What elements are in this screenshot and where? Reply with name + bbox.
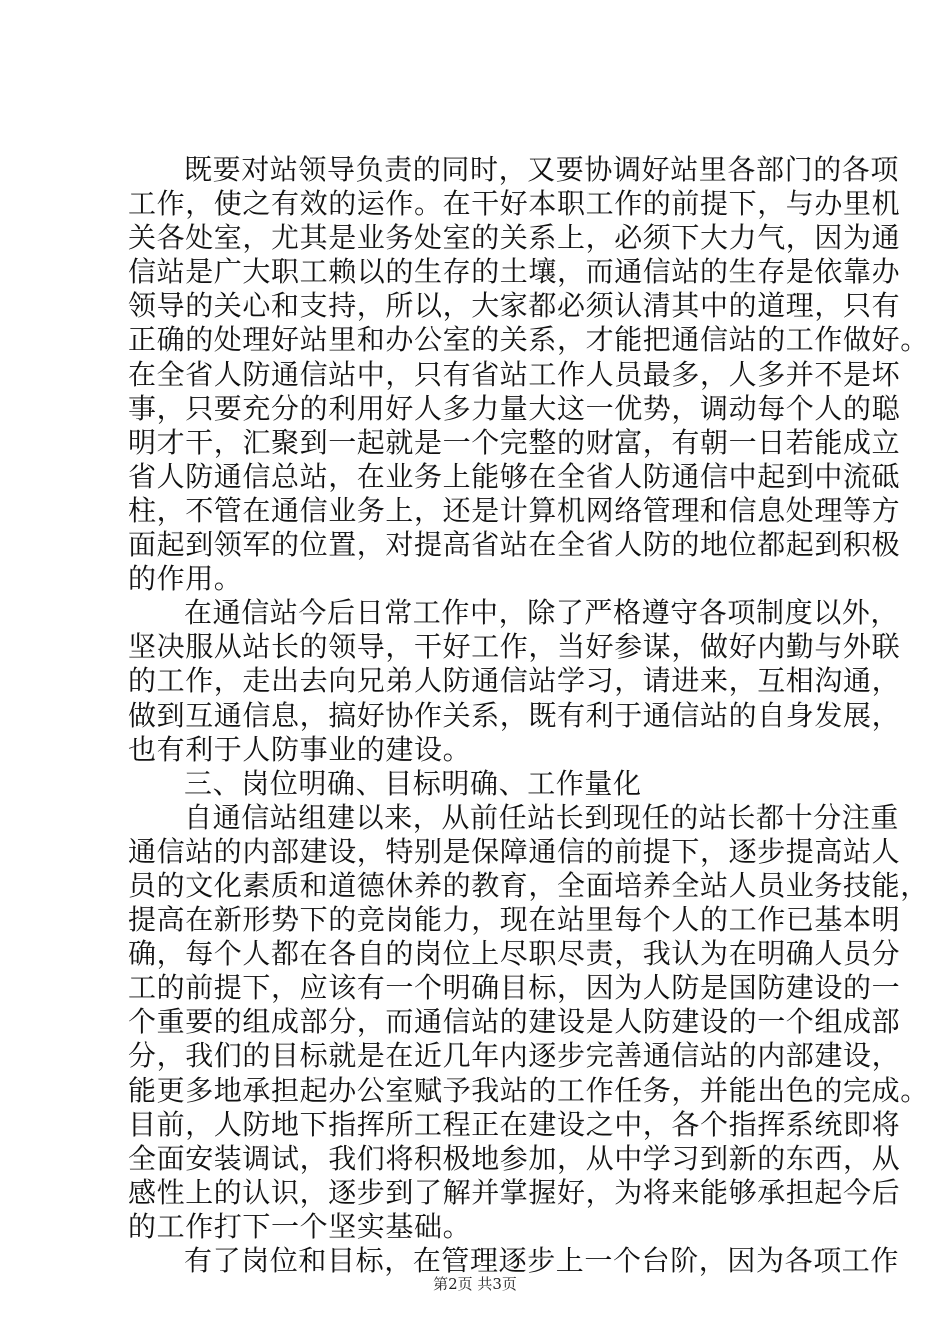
paragraph-line: 的工作打下一个坚实基础。 <box>128 1209 472 1243</box>
paragraph-line: 感性上的认识，逐步到了解并掌握好，为将来能够承担起今后 <box>128 1175 901 1209</box>
paragraph-line: 通信站的内部建设，特别是保障通信的前提下，逐步提高站人 <box>128 834 901 868</box>
paragraph-line: 分，我们的目标就是在近几年内逐步完善通信站的内部建设， <box>128 1039 901 1073</box>
paragraph-line: 也有利于人防事业的建设。 <box>128 732 472 766</box>
paragraph-line: 全面安装调试，我们将积极地参加，从中学习到新的东西，从 <box>128 1141 901 1175</box>
page-footer: 第2页 共3页 <box>433 1275 517 1293</box>
paragraph-line: 提高在新形势下的竞岗能力，现在站里每个人的工作已基本明 <box>128 903 901 937</box>
paragraph-line: 工的前提下，应该有一个明确目标，因为人防是国防建设的一 <box>128 971 901 1005</box>
paragraph-line: 事，只要充分的利用好人多力量大这一优势，调动每个人的聪 <box>128 391 901 425</box>
paragraph-line: 正确的处理好站里和办公室的关系，才能把通信站的工作做好。 <box>128 323 929 357</box>
paragraph-line: 员的文化素质和道德休养的教育，全面培养全站人员业务技能， <box>128 868 929 902</box>
paragraph-line: 信站是广大职工赖以的生存的土壤，而通信站的生存是依靠办 <box>128 255 901 289</box>
paragraph-line: 省人防通信总站，在业务上能够在全省人防通信中起到中流砥 <box>128 459 901 493</box>
body-text <box>128 153 929 1278</box>
paragraph-line: 关各处室，尤其是业务处室的关系上，必须下大力气，因为通 <box>128 221 901 255</box>
paragraph-line: 的作用。 <box>128 562 243 596</box>
paragraph-line: 做到互通信息，搞好协作关系，既有利于通信站的自身发展， <box>128 698 901 732</box>
paragraph-line: 明才干，汇聚到一起就是一个完整的财富，有朝一日若能成立 <box>128 425 901 459</box>
paragraph-line: 的工作，走出去向兄弟人防通信站学习，请进来，互相沟通， <box>128 664 901 698</box>
paragraph-line: 有了岗位和目标，在管理逐步上一个台阶，因为各项工作 <box>184 1244 900 1277</box>
paragraph-line: 能更多地承担起办公室赋予我站的工作任务，并能出色的完成。 <box>128 1073 929 1107</box>
paragraph-line: 个重要的组成部分，而通信站的建设是人防建设的一个组成部 <box>128 1005 901 1039</box>
paragraph-line: 柱，不管在通信业务上，还是计算机网络管理和信息处理等方 <box>128 493 901 527</box>
paragraph-line: 在全省人防通信站中，只有省站工作人员最多，人多并不是坏 <box>128 357 901 391</box>
paragraph-line: 面起到领军的位置，对提高省站在全省人防的地位都起到积极 <box>128 528 901 562</box>
paragraph-line: 坚决服从站长的领导，干好工作，当好参谋，做好内勤与外联 <box>128 630 901 664</box>
paragraph-line: 确，每个人都在各自的岗位上尽职尽责，我认为在明确人员分 <box>128 937 901 971</box>
paragraph-line: 既要对站领导负责的同时，又要协调好站里各部门的各项 <box>184 153 900 186</box>
paragraph-line: 在通信站今后日常工作中，除了严格遵守各项制度以外， <box>184 596 900 630</box>
paragraph-line: 自通信站组建以来，从前任站长到现任的站长都十分注重 <box>184 800 900 834</box>
paragraph-line: 工作，使之有效的运作。在干好本职工作的前提下，与办里机 <box>128 187 901 221</box>
section-heading: 三、岗位明确、目标明确、工作量化 <box>184 766 642 800</box>
paragraph-line: 目前，人防地下指挥所工程正在建设之中，各个指挥系统即将 <box>128 1107 901 1141</box>
paragraph-line: 领导的关心和支持，所以，大家都必须认清其中的道理，只有 <box>128 289 901 323</box>
